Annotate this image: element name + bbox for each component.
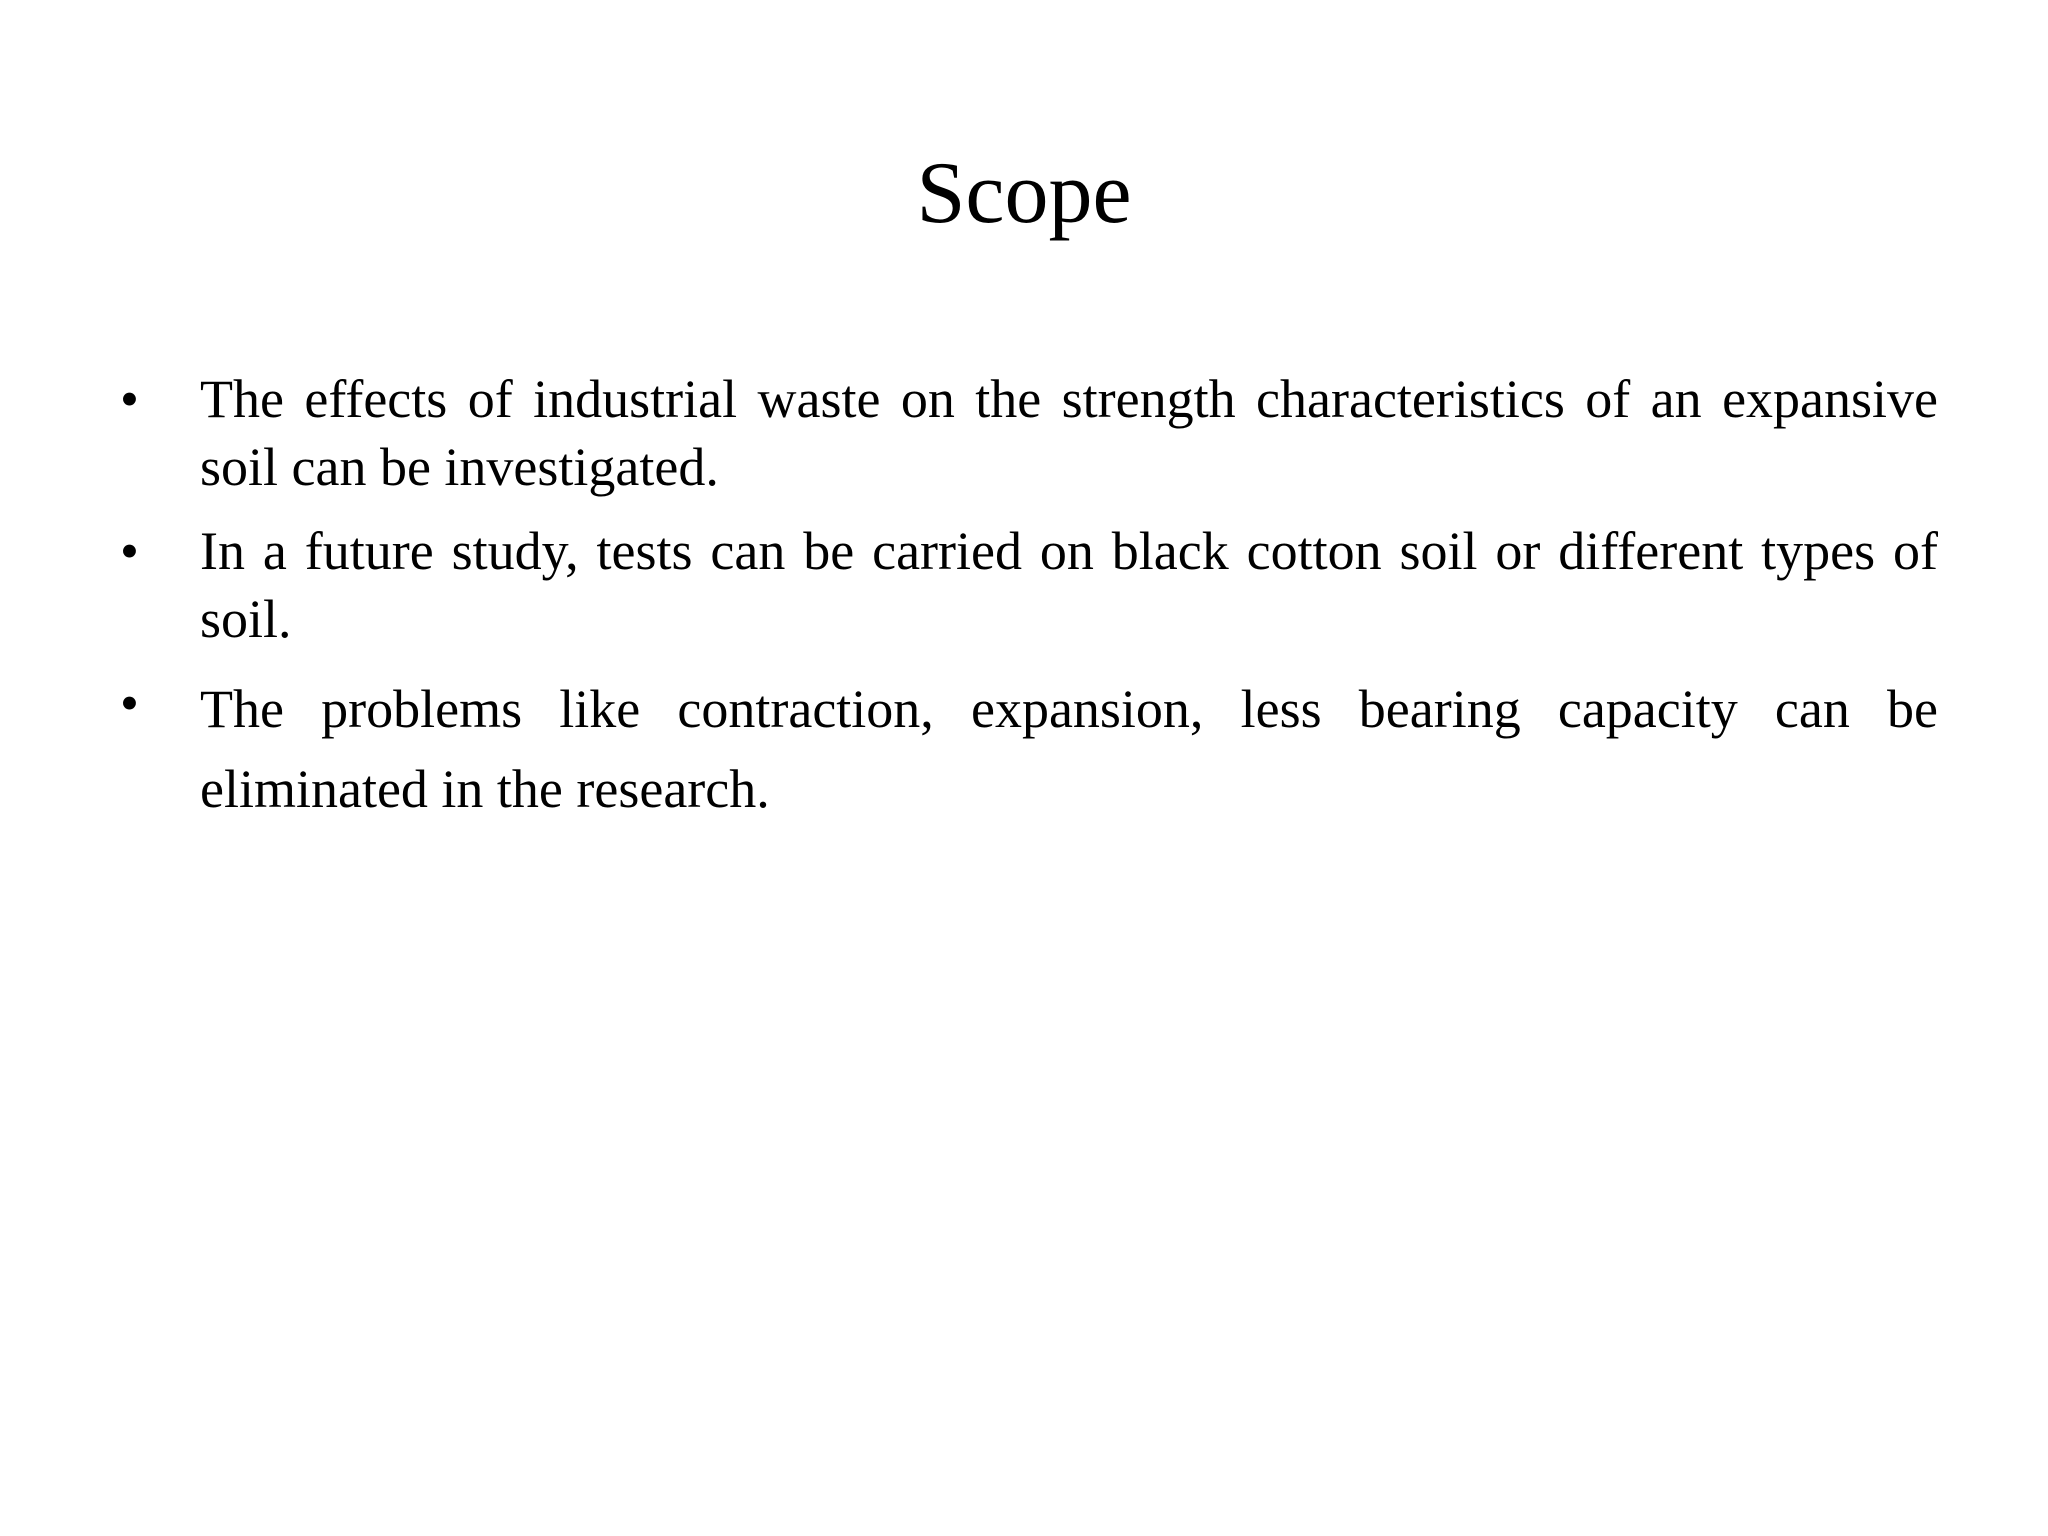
bullet-icon: • [120,673,139,733]
bullet-text: The problems like contraction, expansion, less bearing capacity can be eliminated in the research. [200,679,1938,819]
bullet-icon: • [120,369,139,429]
bullet-item [120,365,1938,501]
bullet-item [120,517,1938,653]
bullet-icon: • [120,521,139,581]
slide-title: Scope [916,145,1132,242]
bullet-item [120,669,1938,829]
bullet-list [120,365,1938,845]
bullet-text: The effects of industrial waste on the strength characteristics of an expansive soil can be investigated. [200,369,1938,497]
bullet-text: In a future study, tests can be carried on black cotton soil or different types of soil. [200,521,1938,649]
